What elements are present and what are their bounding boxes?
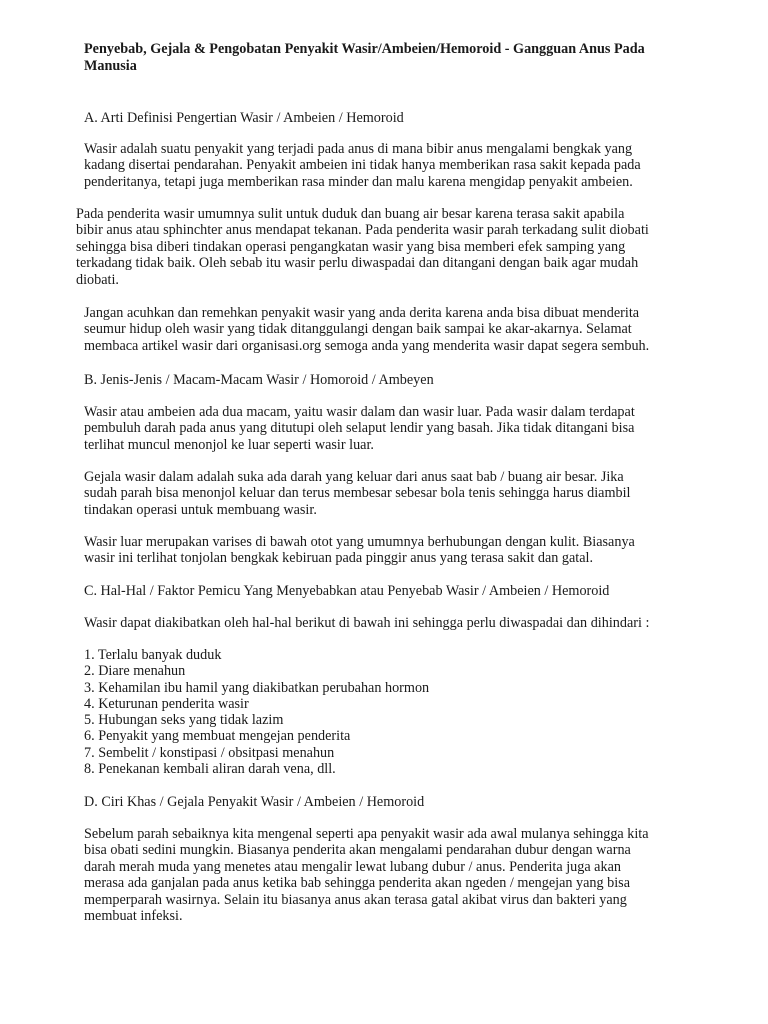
paragraph-types: Wasir atau ambeien ada dua macam, yaitu wasir dalam dan wasir luar. Pada wasir dalam terdapat pembuluh darah pada anus yang ditutupi oleh selaput lendir yang basah. Jika tidak ditangani bisa terlihat muncul menonjol ke luar seperti wasir luar. [84,404,635,453]
paragraph-internal-hemorrhoid: Gejala wasir dalam adalah suka ada darah yang keluar dari anus saat bab / buang air besar. Jika sudah parah bisa menonjol keluar dan terus membesar sebesar bola tenis sehingga harus diambil tindakan operasi untuk membuang wasir. [84,469,631,518]
section-a-heading: A. Arti Definisi Pengertian Wasir / Ambeien / Hemoroid [84,110,404,126]
list-item: 8. Penekanan kembali aliran darah vena, dll. [84,761,336,778]
paragraph-symptoms-overview: Pada penderita wasir umumnya sulit untuk duduk dan buang air besar karena terasa sakit apabila bibir anus atau sphinchter anus mendapat tekanan. Pada penderita wasir parah terkadang sulit diobati sehingga bisa diberi tindakan operasi pengangkatan wasir yang bisa memberi efek samping yang terkadang tidak baik. Oleh sebab itu wasir perlu diwaspadai dan ditangani dengan baik agar mudah diobati. [76,206,649,288]
section-d-heading: D. Ciri Khas / Gejala Penyakit Wasir / Ambeien / Hemoroid [84,794,425,810]
list-item: 7. Sembelit / konstipasi / obsitpasi menahun [84,744,335,761]
paragraph-external-hemorrhoid: Wasir luar merupakan varises di bawah otot yang umumnya berhubungan dengan kulit. Biasanya wasir ini terlihat tonjolan bengkak kebiruan pada pinggir anus yang terasa sakit dan gatal. [84,534,635,567]
document-title: Penyebab, Gejala & Pengobatan Penyakit Wasir/Ambeien/Hemoroid - Gangguan Anus Pada Manusia [84,41,645,74]
section-b-heading: B. Jenis-Jenis / Macam-Macam Wasir / Homoroid / Ambeyen [84,372,434,388]
list-item: 6. Penyakit yang membuat mengejan penderita [84,728,351,745]
causes-list [84,647,429,777]
section-c-heading: C. Hal-Hal / Faktor Pemicu Yang Menyebabkan atau Penyebab Wasir / Ambeien / Hemoroid [84,583,610,599]
paragraph-advice: Jangan acuhkan dan remehkan penyakit wasir yang anda derita karena anda bisa dibuat menderita seumur hidup oleh wasir yang tidak ditanggulangi dengan baik sampai ke akar-akarnya. Selamat membaca artikel wasir dari organisasi.org semoga anda yang menderita wasir dapat segera sembuh. [84,305,650,354]
list-item: 5. Hubungan seks yang tidak lazim [84,712,284,729]
paragraph-causes-intro: Wasir dapat diakibatkan oleh hal-hal berikut di bawah ini sehingga perlu diwaspadai dan dihindari : [84,615,650,631]
list-item: 3. Kehamilan ibu hamil yang diakibatkan perubahan hormon [84,679,430,696]
paragraph-definition: Wasir adalah suatu penyakit yang terjadi pada anus di mana bibir anus mengalami bengkak yang kadang disertai pendarahan. Penyakit ambeien ini tidak hanya memberikan rasa sakit kepada pada penderitanya, tetapi juga memberikan rasa minder dan malu karena mengidap penyakit ambeien. [84,141,641,190]
list-item: 4. Keturunan penderita wasir [84,695,249,712]
list-item: 2. Diare menahun [84,663,186,680]
list-item: 1. Terlalu banyak duduk [84,647,222,663]
paragraph-characteristics: Sebelum parah sebaiknya kita mengenal seperti apa penyakit wasir ada awal mulanya sehingga kita bisa obati sedini mungkin. Biasanya penderita akan mengalami pendarahan dubur dengan warna darah merah muda yang menetes atau mengalir lewat lubang dubur / anus. Penderita juga akan merasa ada ganjalan pada anus ketika bab sehingga penderita akan ngeden / mengejan yang bisa memperparah wasirnya. Selain itu biasanya anus akan terasa gatal akibat virus dan bakteri yang membuat infeksi. [84,826,649,925]
